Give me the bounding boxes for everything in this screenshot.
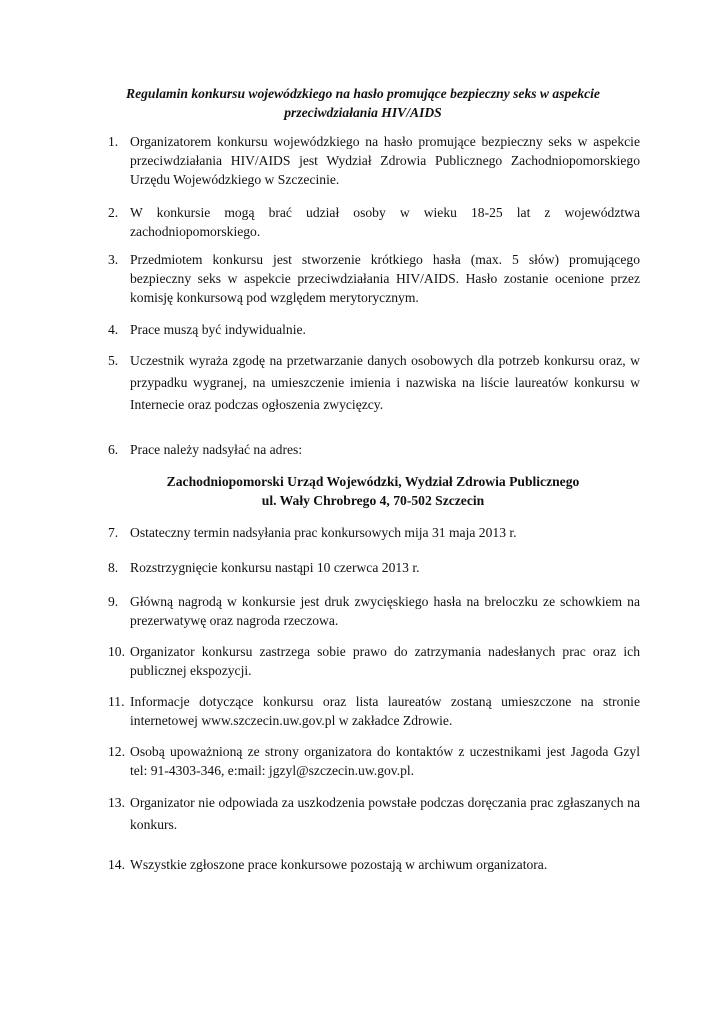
list-item xyxy=(108,250,640,307)
item-text: Informacje dotyczące konkursu oraz lista laureatów zostaną umieszczone na stronie internetowej www.szczecin.uw.gov.pl w zakładce Zdrowie. xyxy=(130,694,640,728)
item-text: Prace należy nadsyłać na adres: xyxy=(130,442,303,457)
item-text: Przedmiotem konkursu jest stworzenie krótkiego hasła (max. 5 słów) promującego bezpieczny seks w aspekcie przeciwdziałania HIV/AIDS. Hasło zostanie ocenione przez komisję konkursową pod względem merytorycznym. xyxy=(130,252,640,305)
item-text: W konkursie mogą brać udział osoby w wieku 18-25 lat z województwa zachodniopomorskiego. xyxy=(130,205,640,239)
item-number: 11. xyxy=(108,694,125,709)
item-number: 4. xyxy=(108,322,119,337)
list-item xyxy=(108,440,640,459)
list-item xyxy=(108,742,640,780)
item-text: Organizator nie odpowiada za uszkodzenia powstałe podczas doręczania prac zgłaszanych na konkurs. xyxy=(130,795,640,832)
item-number: 14. xyxy=(108,857,125,872)
item-number: 7. xyxy=(108,525,119,540)
item-number: 2. xyxy=(108,205,119,220)
item-text: Główną nagrodą w konkursie jest druk zwycięskiego hasła na breloczku ze schowkiem na prezerwatywę oraz nagroda rzeczowa. xyxy=(130,594,640,628)
item-number: 9. xyxy=(108,594,119,609)
title-line-2: przeciwdziałania HIV/AIDS xyxy=(284,105,442,120)
item-number: 1. xyxy=(108,134,119,149)
list-item xyxy=(108,692,640,730)
item-text: Osobą upoważnioną ze strony organizatora do kontaktów z uczestnikami jest Jagoda Gzyl tel: 91-4303-346, e:mail: jgzyl@szczecin.uw.gov.pl. xyxy=(130,744,640,778)
list-item xyxy=(108,350,640,416)
item-number: 6. xyxy=(108,442,119,457)
item-number: 5. xyxy=(108,353,119,368)
list-item xyxy=(108,203,640,241)
list-item xyxy=(108,642,640,680)
list-item xyxy=(108,558,640,577)
address-line-2: ul. Wały Chrobrego 4, 70-502 Szczecin xyxy=(261,493,485,508)
title-line-1: Regulamin konkursu wojewódzkiego na hasło promujące bezpieczny seks w aspekcie xyxy=(126,86,600,101)
item-number: 8. xyxy=(108,560,119,575)
list-item xyxy=(108,523,640,542)
item-number: 12. xyxy=(108,744,125,759)
item-number: 10. xyxy=(108,644,125,659)
list-item xyxy=(108,132,640,189)
item-text: Rozstrzygnięcie konkursu nastąpi 10 czerwca 2013 r. xyxy=(130,560,420,575)
item-text: Organizator konkursu zastrzega sobie prawo do zatrzymania nadesłanych prac oraz ich publicznej ekspozycji. xyxy=(130,644,640,678)
list-item xyxy=(108,592,640,630)
list-item xyxy=(108,792,640,836)
item-number: 3. xyxy=(108,252,119,267)
item-text: Ostateczny termin nadsyłania prac konkursowych mija 31 maja 2013 r. xyxy=(130,525,517,540)
document-title xyxy=(90,84,636,122)
list-item xyxy=(108,855,640,874)
item-number: 13. xyxy=(108,795,125,810)
address-line-1: Zachodniopomorski Urząd Wojewódzki, Wydział Zdrowia Publicznego xyxy=(166,474,580,489)
item-text: Organizatorem konkursu wojewódzkiego na hasło promujące bezpieczny seks w aspekcie przeciwdziałania HIV/AIDS jest Wydział Zdrowia Publicznego Zachodniopomorskiego Urzędu Wojewódzkiego w Szczecinie. xyxy=(130,134,640,187)
item-text: Uczestnik wyraża zgodę na przetwarzanie danych osobowych dla potrzeb konkursu oraz, w przypadku wygranej, na umieszczenie imienia i nazwiska na liście laureatów konkursu w Internecie oraz podczas ogłoszenia zwycięzcy. xyxy=(130,353,640,412)
postal-address xyxy=(90,472,656,510)
item-text: Prace muszą być indywidualnie. xyxy=(130,322,306,337)
list-item xyxy=(108,320,640,339)
item-text: Wszystkie zgłoszone prace konkursowe pozostają w archiwum organizatora. xyxy=(130,857,548,872)
